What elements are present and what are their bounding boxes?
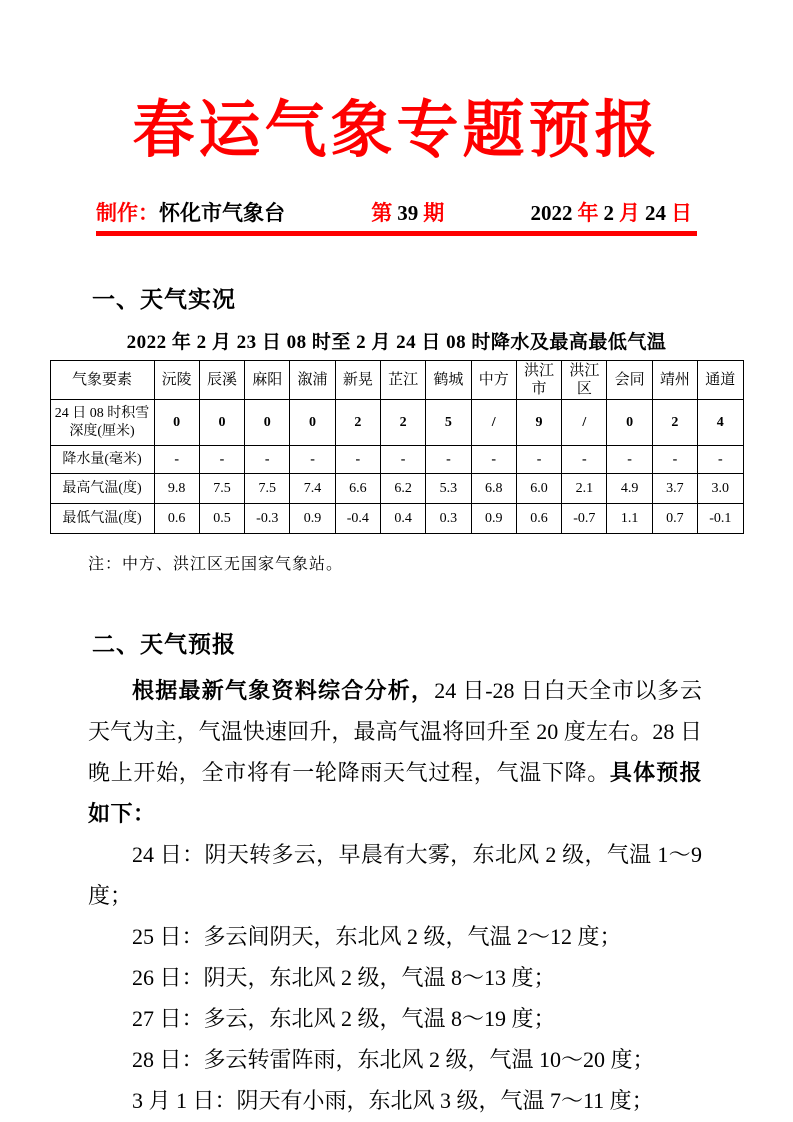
red-divider-rule: [96, 231, 697, 236]
table-row: [50, 446, 743, 474]
table-cell: -: [380, 446, 425, 474]
table-cell: 6.0: [516, 474, 561, 504]
table-cell: -0.1: [698, 504, 743, 534]
table-cell: -: [199, 446, 244, 474]
masthead-producer: [96, 200, 285, 226]
issue-suffix: 期: [423, 201, 445, 225]
table-cell: -0.3: [245, 504, 290, 534]
section-heading-forecast: 二、天气预报: [92, 631, 236, 657]
date-month: 2: [603, 201, 614, 225]
table-row-label: 24 日 08 时积雪深度(厘米): [50, 400, 154, 446]
table-row-label: 最低气温(度): [50, 504, 154, 534]
forecast-item: 27 日：多云，东北风 2 级，气温 8～19 度；: [132, 1006, 556, 1031]
date-year-unit: 年: [577, 201, 599, 225]
table-header: [50, 361, 743, 400]
table-cell: 7.5: [245, 474, 290, 504]
document-title: 春运气象专题预报: [132, 97, 661, 165]
table-header-station: 溆浦: [290, 361, 335, 400]
table-header-station: 沅陵: [154, 361, 199, 400]
table-cell: 0.7: [652, 504, 697, 534]
table-cell: 7.5: [199, 474, 244, 504]
table-header-station: 中方: [471, 361, 516, 400]
date-year: 2022: [530, 201, 573, 225]
table-cell: 2: [380, 400, 425, 446]
table-cell: 9.8: [154, 474, 199, 504]
table-cell: 7.4: [290, 474, 335, 504]
table-cell: 2: [335, 400, 380, 446]
table-cell: 0: [199, 400, 244, 446]
table-header-station: 麻阳: [245, 361, 290, 400]
table-cell: 5: [426, 400, 471, 446]
table-cell: 2.1: [562, 474, 607, 504]
date-day: 24: [645, 201, 666, 225]
intro-tail-bold: 具体预报如下：: [88, 760, 702, 826]
table-cell: -: [154, 446, 199, 474]
table-cell: -: [516, 446, 561, 474]
producer-label: 制作：: [96, 201, 159, 225]
table-header-station: 靖州: [652, 361, 697, 400]
table-cell: 0.3: [426, 504, 471, 534]
intro-body-text: 24 日-28 日白天全市以多云天气为主，气温快速回升，最高气温将回升至 20 度左右。28 日晚上开始，全市将有一轮降雨天气过程，气温下降。: [88, 678, 702, 785]
table-row: [50, 400, 743, 446]
table-cell: 6.2: [380, 474, 425, 504]
weather-observation-table: [50, 360, 744, 534]
forecast-item: 3 月 1 日：阴天有小雨，东北风 3 级，气温 7～11 度；: [132, 1088, 654, 1113]
table-cell: 0: [154, 400, 199, 446]
table-cell: 0.9: [290, 504, 335, 534]
masthead-issue: [371, 200, 444, 226]
date-day-unit: 日: [671, 201, 692, 225]
table-cell: -: [607, 446, 652, 474]
table-header-station: 洪江市: [516, 361, 561, 400]
table-body: [50, 400, 743, 534]
forecast-item: 28 日：多云转雷阵雨，东北风 2 级，气温 10～20 度；: [132, 1047, 655, 1072]
table-cell: 1.1: [607, 504, 652, 534]
weather-table-title: 2022 年 2 月 23 日 08 时至 2 月 24 日 08 时降水及最高最低气温: [126, 332, 667, 353]
date-month-unit: 月: [619, 201, 640, 225]
table-cell: 0: [607, 400, 652, 446]
table-row-label: 降水量(毫米): [50, 446, 154, 474]
table-header-station: 鹤城: [426, 361, 471, 400]
table-cell: 2: [652, 400, 697, 446]
table-cell: 6.6: [335, 474, 380, 504]
table-cell: 0.5: [199, 504, 244, 534]
producer-name: 怀化市气象台: [159, 201, 285, 225]
table-row: [50, 474, 743, 504]
table-cell: 0.6: [154, 504, 199, 534]
forecast-item: 26 日：阴天，东北风 2 级，气温 8～13 度；: [132, 965, 556, 990]
issue-prefix: 第: [371, 201, 393, 225]
table-cell: 9: [516, 400, 561, 446]
forecast-content: [88, 670, 702, 1121]
table-header-station: 通道: [698, 361, 743, 400]
table-cell: 0.6: [516, 504, 561, 534]
daily-forecast-list: [88, 834, 702, 1121]
table-row-label: 最高气温(度): [50, 474, 154, 504]
table-header-row: [50, 361, 743, 400]
table-cell: -: [698, 446, 743, 474]
table-cell: 4.9: [607, 474, 652, 504]
table-cell: 0.4: [380, 504, 425, 534]
table-cell: -: [652, 446, 697, 474]
forecast-item: 24 日：阴天转多云，早晨有大雾，东北风 2 级，气温 1～9 度；: [88, 842, 702, 908]
table-header-element-column: 气象要素: [50, 361, 154, 400]
table-cell: /: [562, 400, 607, 446]
table-cell: -: [471, 446, 516, 474]
table-header-station: 会同: [607, 361, 652, 400]
table-cell: 0: [245, 400, 290, 446]
table-row: [50, 504, 743, 534]
forecast-item: 25 日：多云间阴天，东北风 2 级，气温 2～12 度；: [132, 924, 622, 949]
table-cell: -: [426, 446, 471, 474]
table-cell: /: [471, 400, 516, 446]
table-cell: 5.3: [426, 474, 471, 504]
table-cell: 6.8: [471, 474, 516, 504]
intro-lead-bold: 根据最新气象资料综合分析，: [132, 678, 435, 703]
table-header-station: 芷江: [380, 361, 425, 400]
table-cell: 3.7: [652, 474, 697, 504]
table-cell: -: [335, 446, 380, 474]
table-cell: 0.9: [471, 504, 516, 534]
table-cell: 0: [290, 400, 335, 446]
masthead-date: [531, 200, 698, 226]
forecast-intro-paragraph: [88, 670, 702, 834]
section-heading-weather-actual: 一、天气实况: [92, 286, 236, 312]
masthead: [96, 200, 697, 226]
table-cell: -: [290, 446, 335, 474]
table-header-station: 辰溪: [199, 361, 244, 400]
table-cell: -0.7: [562, 504, 607, 534]
table-cell: 3.0: [698, 474, 743, 504]
table-cell: -0.4: [335, 504, 380, 534]
table-header-station: 洪江区: [562, 361, 607, 400]
table-footnote: 注：中方、洪江区无国家气象站。: [88, 556, 344, 573]
table-cell: -: [562, 446, 607, 474]
table-header-station: 新晃: [335, 361, 380, 400]
table-cell: -: [245, 446, 290, 474]
issue-number: 39: [397, 201, 419, 225]
table-cell: 4: [698, 400, 743, 446]
